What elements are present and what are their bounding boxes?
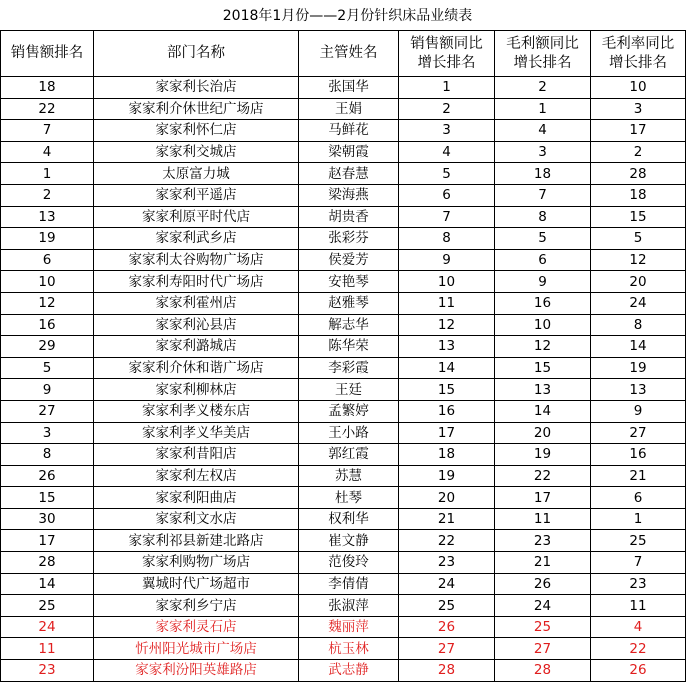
cell-dept-name: 家家利长治店 [94,77,299,99]
cell-profit-growth-rank: 1 [495,98,591,120]
cell-dept-name: 家家利柳林店 [94,379,299,401]
cell-margin-growth-rank: 7 [591,552,686,574]
cell-margin-growth-rank: 23 [591,573,686,595]
cell-profit-growth-rank: 4 [495,120,591,142]
table-row [1,638,686,660]
cell-margin-growth-rank: 25 [591,530,686,552]
cell-dept-name: 家家利左权店 [94,465,299,487]
cell-sales-rank: 3 [1,422,94,444]
table-row [1,357,686,379]
header-row [1,31,686,77]
cell-margin-growth-rank: 13 [591,379,686,401]
cell-profit-growth-rank: 24 [495,595,591,617]
cell-profit-growth-rank: 12 [495,336,591,358]
cell-dept-name: 家家利文水店 [94,508,299,530]
table-row [1,271,686,293]
cell-profit-growth-rank: 11 [495,508,591,530]
cell-sales-rank: 24 [1,616,94,638]
cell-sales-growth-rank: 9 [399,249,495,271]
cell-sales-rank: 29 [1,336,94,358]
table-row [1,465,686,487]
cell-margin-growth-rank: 26 [591,660,686,682]
table-row [1,292,686,314]
cell-margin-growth-rank: 21 [591,465,686,487]
cell-manager-name: 张国华 [299,77,399,99]
cell-sales-growth-rank: 27 [399,638,495,660]
cell-sales-growth-rank: 19 [399,465,495,487]
cell-sales-rank: 10 [1,271,94,293]
cell-manager-name: 孟繁婷 [299,400,399,422]
table-row [1,400,686,422]
cell-sales-rank: 6 [1,249,94,271]
cell-sales-growth-rank: 3 [399,120,495,142]
cell-profit-growth-rank: 13 [495,379,591,401]
header-sales-growth-rank: 销售额同比 增长排名 [399,31,495,77]
cell-sales-growth-rank: 4 [399,141,495,163]
cell-dept-name: 家家利沁县店 [94,314,299,336]
cell-sales-growth-rank: 24 [399,573,495,595]
cell-dept-name: 家家利寿阳时代广场店 [94,271,299,293]
cell-margin-growth-rank: 12 [591,249,686,271]
performance-table [0,30,686,682]
cell-profit-growth-rank: 26 [495,573,591,595]
cell-sales-rank: 19 [1,228,94,250]
table-row [1,616,686,638]
cell-manager-name: 武志静 [299,660,399,682]
cell-manager-name: 胡贵香 [299,206,399,228]
cell-margin-growth-rank: 2 [591,141,686,163]
cell-dept-name: 家家利汾阳英雄路店 [94,660,299,682]
cell-margin-growth-rank: 17 [591,120,686,142]
header-margin-growth-rank: 毛利率同比 增长排名 [591,31,686,77]
header-sales-rank: 销售额排名 [1,31,94,77]
cell-margin-growth-rank: 16 [591,444,686,466]
cell-margin-growth-rank: 8 [591,314,686,336]
cell-sales-growth-rank: 25 [399,595,495,617]
cell-sales-rank: 7 [1,120,94,142]
cell-manager-name: 杭玉林 [299,638,399,660]
cell-sales-rank: 30 [1,508,94,530]
cell-profit-growth-rank: 21 [495,552,591,574]
cell-dept-name: 家家利原平时代店 [94,206,299,228]
cell-manager-name: 王小路 [299,422,399,444]
cell-dept-name: 家家利孝义楼东店 [94,400,299,422]
cell-sales-rank: 22 [1,98,94,120]
cell-manager-name: 解志华 [299,314,399,336]
cell-manager-name: 梁海燕 [299,184,399,206]
cell-margin-growth-rank: 15 [591,206,686,228]
cell-profit-growth-rank: 3 [495,141,591,163]
cell-sales-rank: 25 [1,595,94,617]
cell-profit-growth-rank: 17 [495,487,591,509]
cell-sales-growth-rank: 17 [399,422,495,444]
cell-dept-name: 太原富力城 [94,163,299,185]
cell-manager-name: 李倩倩 [299,573,399,595]
cell-manager-name: 侯爱芳 [299,249,399,271]
cell-margin-growth-rank: 22 [591,638,686,660]
cell-manager-name: 王廷 [299,379,399,401]
table-row [1,660,686,682]
cell-dept-name: 家家利购物广场店 [94,552,299,574]
cell-dept-name: 家家利乡宁店 [94,595,299,617]
table-row [1,228,686,250]
cell-sales-growth-rank: 2 [399,98,495,120]
cell-dept-name: 忻州阳光城市广场店 [94,638,299,660]
cell-dept-name: 家家利介休和谐广场店 [94,357,299,379]
table-row [1,141,686,163]
cell-sales-growth-rank: 21 [399,508,495,530]
cell-sales-growth-rank: 13 [399,336,495,358]
cell-dept-name: 家家利祁县新建北路店 [94,530,299,552]
cell-margin-growth-rank: 10 [591,77,686,99]
cell-sales-rank: 23 [1,660,94,682]
table-row [1,77,686,99]
cell-sales-rank: 15 [1,487,94,509]
cell-sales-growth-rank: 14 [399,357,495,379]
cell-sales-growth-rank: 1 [399,77,495,99]
cell-margin-growth-rank: 20 [591,271,686,293]
table-row [1,314,686,336]
cell-profit-growth-rank: 16 [495,292,591,314]
cell-dept-name: 家家利霍州店 [94,292,299,314]
cell-sales-rank: 8 [1,444,94,466]
cell-margin-growth-rank: 28 [591,163,686,185]
table-row [1,444,686,466]
header-manager-name: 主管姓名 [299,31,399,77]
cell-profit-growth-rank: 7 [495,184,591,206]
cell-manager-name: 魏丽萍 [299,616,399,638]
cell-manager-name: 李彩霞 [299,357,399,379]
cell-manager-name: 梁朝霞 [299,141,399,163]
cell-sales-growth-rank: 18 [399,444,495,466]
cell-dept-name: 家家利昔阳店 [94,444,299,466]
cell-sales-rank: 28 [1,552,94,574]
cell-sales-rank: 5 [1,357,94,379]
cell-profit-growth-rank: 27 [495,638,591,660]
cell-manager-name: 安艳琴 [299,271,399,293]
cell-dept-name: 家家利怀仁店 [94,120,299,142]
table-row [1,120,686,142]
cell-profit-growth-rank: 18 [495,163,591,185]
table-row [1,530,686,552]
cell-margin-growth-rank: 18 [591,184,686,206]
cell-manager-name: 张淑萍 [299,595,399,617]
cell-manager-name: 苏慧 [299,465,399,487]
table-row [1,379,686,401]
cell-sales-growth-rank: 6 [399,184,495,206]
cell-manager-name: 马鲜花 [299,120,399,142]
cell-sales-rank: 12 [1,292,94,314]
table-row [1,422,686,444]
cell-manager-name: 杜琴 [299,487,399,509]
cell-margin-growth-rank: 3 [591,98,686,120]
cell-sales-growth-rank: 7 [399,206,495,228]
cell-margin-growth-rank: 11 [591,595,686,617]
header-profit-growth-rank: 毛利额同比 增长排名 [495,31,591,77]
cell-sales-rank: 9 [1,379,94,401]
table-title: 2018年1月份——2月份针织床品业绩表 [222,8,473,24]
cell-sales-rank: 26 [1,465,94,487]
cell-dept-name: 家家利交城店 [94,141,299,163]
cell-dept-name: 家家利武乡店 [94,228,299,250]
cell-profit-growth-rank: 8 [495,206,591,228]
cell-profit-growth-rank: 15 [495,357,591,379]
table-row [1,508,686,530]
cell-manager-name: 崔文静 [299,530,399,552]
cell-sales-rank: 17 [1,530,94,552]
cell-sales-growth-rank: 16 [399,400,495,422]
cell-dept-name: 家家利孝义华美店 [94,422,299,444]
cell-sales-growth-rank: 20 [399,487,495,509]
cell-sales-growth-rank: 15 [399,379,495,401]
cell-profit-growth-rank: 22 [495,465,591,487]
cell-profit-growth-rank: 14 [495,400,591,422]
cell-sales-growth-rank: 8 [399,228,495,250]
cell-sales-growth-rank: 28 [399,660,495,682]
cell-margin-growth-rank: 1 [591,508,686,530]
cell-sales-rank: 1 [1,163,94,185]
cell-margin-growth-rank: 6 [591,487,686,509]
cell-margin-growth-rank: 5 [591,228,686,250]
cell-sales-rank: 13 [1,206,94,228]
cell-profit-growth-rank: 23 [495,530,591,552]
cell-sales-growth-rank: 26 [399,616,495,638]
table-row [1,573,686,595]
cell-profit-growth-rank: 19 [495,444,591,466]
cell-sales-rank: 27 [1,400,94,422]
table-row [1,249,686,271]
cell-dept-name: 家家利阳曲店 [94,487,299,509]
cell-profit-growth-rank: 20 [495,422,591,444]
cell-manager-name: 张彩芬 [299,228,399,250]
cell-margin-growth-rank: 9 [591,400,686,422]
cell-margin-growth-rank: 4 [591,616,686,638]
cell-profit-growth-rank: 25 [495,616,591,638]
table-row [1,184,686,206]
table-row [1,552,686,574]
header-dept-name: 部门名称 [94,31,299,77]
cell-sales-rank: 11 [1,638,94,660]
cell-dept-name: 家家利平遥店 [94,184,299,206]
cell-profit-growth-rank: 2 [495,77,591,99]
cell-dept-name: 家家利灵石店 [94,616,299,638]
cell-sales-rank: 2 [1,184,94,206]
cell-margin-growth-rank: 27 [591,422,686,444]
table-row [1,487,686,509]
table-row [1,336,686,358]
cell-sales-rank: 14 [1,573,94,595]
cell-margin-growth-rank: 24 [591,292,686,314]
cell-sales-rank: 18 [1,77,94,99]
table-row [1,163,686,185]
cell-manager-name: 陈华荣 [299,336,399,358]
cell-profit-growth-rank: 9 [495,271,591,293]
cell-profit-growth-rank: 28 [495,660,591,682]
cell-manager-name: 赵春慧 [299,163,399,185]
cell-manager-name: 权利华 [299,508,399,530]
cell-sales-growth-rank: 10 [399,271,495,293]
cell-sales-growth-rank: 12 [399,314,495,336]
cell-manager-name: 郭红霞 [299,444,399,466]
cell-manager-name: 赵雅琴 [299,292,399,314]
cell-manager-name: 王娟 [299,98,399,120]
cell-sales-growth-rank: 23 [399,552,495,574]
cell-dept-name: 家家利潞城店 [94,336,299,358]
cell-sales-growth-rank: 22 [399,530,495,552]
table-row [1,595,686,617]
cell-dept-name: 家家利介休世纪广场店 [94,98,299,120]
cell-manager-name: 范俊玲 [299,552,399,574]
cell-sales-rank: 16 [1,314,94,336]
cell-margin-growth-rank: 14 [591,336,686,358]
cell-profit-growth-rank: 6 [495,249,591,271]
cell-profit-growth-rank: 5 [495,228,591,250]
table-body [1,77,686,682]
cell-margin-growth-rank: 19 [591,357,686,379]
cell-sales-rank: 4 [1,141,94,163]
cell-profit-growth-rank: 10 [495,314,591,336]
cell-dept-name: 翼城时代广场超市 [94,573,299,595]
table-row [1,206,686,228]
cell-sales-growth-rank: 5 [399,163,495,185]
cell-dept-name: 家家利太谷购物广场店 [94,249,299,271]
table-row [1,98,686,120]
cell-sales-growth-rank: 11 [399,292,495,314]
